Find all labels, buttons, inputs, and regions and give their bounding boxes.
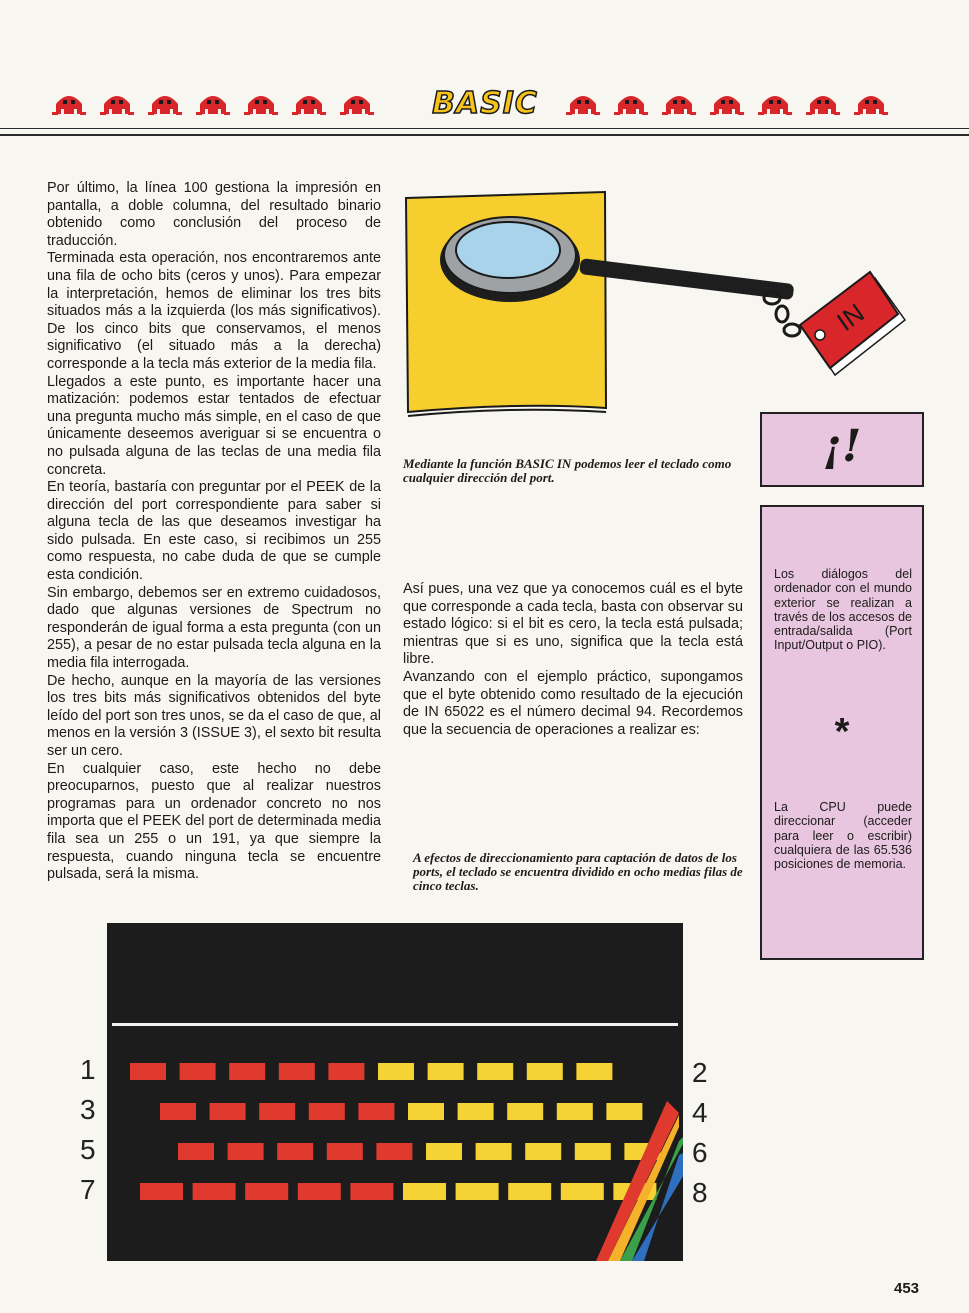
header-rule-top [0, 128, 969, 129]
keyboard-keys [107, 923, 683, 1261]
key-row2-left-5 [358, 1103, 394, 1120]
key-row2-left-4 [309, 1103, 345, 1120]
invader-icon [240, 88, 282, 118]
key-row3-left-5 [376, 1143, 412, 1160]
invader-icon [706, 88, 748, 118]
key-row2-right-1 [408, 1103, 444, 1120]
key-row4-left-2 [193, 1183, 236, 1200]
key-row1-left-1 [130, 1063, 166, 1080]
row-number-1: 1 [80, 1054, 96, 1085]
row-number-6: 6 [692, 1137, 708, 1168]
row-number-7: 7 [80, 1174, 96, 1205]
key-row1-right-1 [378, 1063, 414, 1080]
key-row4-left-3 [245, 1183, 288, 1200]
row-number-2: 2 [692, 1057, 708, 1088]
exclaim-icon: ¡! [822, 421, 862, 472]
invader-icon [850, 88, 892, 118]
row-number-8: 8 [692, 1177, 708, 1208]
row-number-3: 3 [80, 1094, 96, 1125]
asterisk-icon: * [834, 711, 850, 753]
illustration-caption: Mediante la función BASIC IN podemos leer el teclado como cualquier dirección del port. [403, 456, 732, 485]
sidebar-exclaim-box [760, 412, 924, 487]
keyboard-caption: A efectos de direccionamiento para captación de datos de los ports, el teclado se encuentra dividido en ocho medias filas de cinco teclas. [413, 850, 743, 893]
key-row4-right-3 [508, 1183, 551, 1200]
key-row2-left-1 [160, 1103, 196, 1120]
key-row2-right-4 [557, 1103, 593, 1120]
paragraph: Por último, la línea 100 gestiona la impresión en pantalla, a doble columna, del resultado binario obtenido como conclusión del proceso de traducción. [47, 180, 381, 249]
keyboard-diagram [107, 923, 683, 1261]
key-row3-right-2 [476, 1143, 512, 1160]
row-number-5: 5 [80, 1134, 96, 1165]
key-row3-left-1 [178, 1143, 214, 1160]
row-number-4: 4 [692, 1097, 708, 1128]
key-row2-right-2 [458, 1103, 494, 1120]
key-row3-left-3 [277, 1143, 313, 1160]
key-row3-right-3 [525, 1143, 561, 1160]
paragraph: En teoría, bastaría con preguntar por el PEEK de la dirección del port correspondiente para saber si alguna tecla de las que deseamos investigar ha sido pulsada. En este caso, si recibimos un 255 como respuesta, no cabe duda de que se cumple esta condición. [47, 479, 381, 584]
paragraph: Así pues, una vez que ya conocemos cuál es el byte que corresponde a cada tecla, basta con observar su estado lógico: si el bit es cero, la tecla está pulsada; mientras que si es uno, significa que la tecla está libre. [403, 581, 743, 668]
key-row3-right-4 [575, 1143, 611, 1160]
paragraph: De hecho, aunque en la mayoría de las versiones los tres bits más significativos obtenidos del byte leído del port son tres unos, se da el caso de que, al menos en la versión 3 (ISSUE 3), el sexto bit resulta ser un cero. [47, 672, 381, 759]
invader-icon [288, 88, 330, 118]
key-row4-left-1 [140, 1183, 183, 1200]
invader-icon [144, 88, 186, 118]
basic-logo: BASIC [432, 86, 538, 121]
key-row2-left-3 [259, 1103, 295, 1120]
magnifier-illustration [400, 180, 920, 420]
key-row1-left-3 [229, 1063, 265, 1080]
invader-icon [610, 88, 652, 118]
invader-icon [754, 88, 796, 118]
key-row2-left-2 [210, 1103, 246, 1120]
page-number: 453 [894, 1280, 920, 1297]
key-row3-left-4 [327, 1143, 363, 1160]
invader-icon [48, 88, 90, 118]
invader-icon [802, 88, 844, 118]
key-row2-right-5 [606, 1103, 642, 1120]
invader-icon [96, 88, 138, 118]
key-row2-right-3 [507, 1103, 543, 1120]
in-tag-label: IN [831, 297, 870, 337]
invader-row-right [562, 88, 892, 122]
key-row1-right-4 [527, 1063, 563, 1080]
paragraph: En cualquier caso, este hecho no debe preocuparnos, puesto que al realizar nuestros programas para un ordenador concreto no nos importa que el PEEK del port de determinada media fila sea un 255 o un 191, ya que siempre la respuesta, cuando ninguna tecla se encuentre pulsada, será la misma. [47, 760, 381, 883]
header-rule-bottom [0, 134, 969, 136]
key-row1-right-3 [477, 1063, 513, 1080]
key-row4-right-2 [456, 1183, 499, 1200]
invader-icon [336, 88, 378, 118]
middle-column [403, 581, 743, 739]
paragraph: Sin embargo, debemos ser en extremo cuidadosos, dado que algunas versiones de Spectrum no responderán de igual forma a esta pregunta (con un 255), a pesar de no estar pulsada tecla alguna en la media fila interrogada. [47, 584, 381, 672]
key-row1-left-4 [279, 1063, 315, 1080]
key-row3-left-2 [228, 1143, 264, 1160]
key-row1-left-5 [328, 1063, 364, 1080]
sidebar-info-box [760, 505, 924, 960]
invader-icon [192, 88, 234, 118]
key-row4-left-4 [298, 1183, 341, 1200]
invader-icon [562, 88, 604, 118]
key-row3-right-1 [426, 1143, 462, 1160]
sidebar-text-2: La CPU puede direccionar (acceder para leer o escribir) cualquiera de las 65.536 posiciones de memoria. [774, 800, 912, 872]
key-row4-right-4 [561, 1183, 604, 1200]
key-row1-left-2 [180, 1063, 216, 1080]
paragraph: Avanzando con el ejemplo práctico, supongamos que el byte obtenido como resultado de la ejecución de IN 65022 es el número decimal 94. Recordemos que la secuencia de operaciones a realizar es: [403, 668, 743, 738]
sidebar-text-1: Los diálogos del ordenador con el mundo exterior se realizan a través de los accesos de entrada/salida (Port Input/Output o PIO). [774, 567, 912, 653]
paragraph: Llegados a este punto, es importante hacer una matización: podemos estar tentados de efectuar una pregunta mucho más simple, en el caso de que únicamente deseemos averiguar si se encuentra o no pulsada alguna de las teclas de una media fila concreta. [47, 373, 381, 478]
key-row1-right-2 [428, 1063, 464, 1080]
paragraph: Terminada esta operación, nos encontraremos ante una fila de ocho bits (ceros y unos). Para empezar la interpretación, hemos de eliminar los tres bits situados más a la izquierda (los más significativos). De los cinco bits que conservamos, el menos significativo (el situado más a la derecha) corresponde a la tecla más exterior de la media fila. [47, 250, 381, 372]
key-row1-right-5 [576, 1063, 612, 1080]
left-column [47, 180, 381, 884]
invader-row-left [48, 88, 378, 122]
key-row4-right-1 [403, 1183, 446, 1200]
key-row4-left-5 [350, 1183, 393, 1200]
invader-icon [658, 88, 700, 118]
